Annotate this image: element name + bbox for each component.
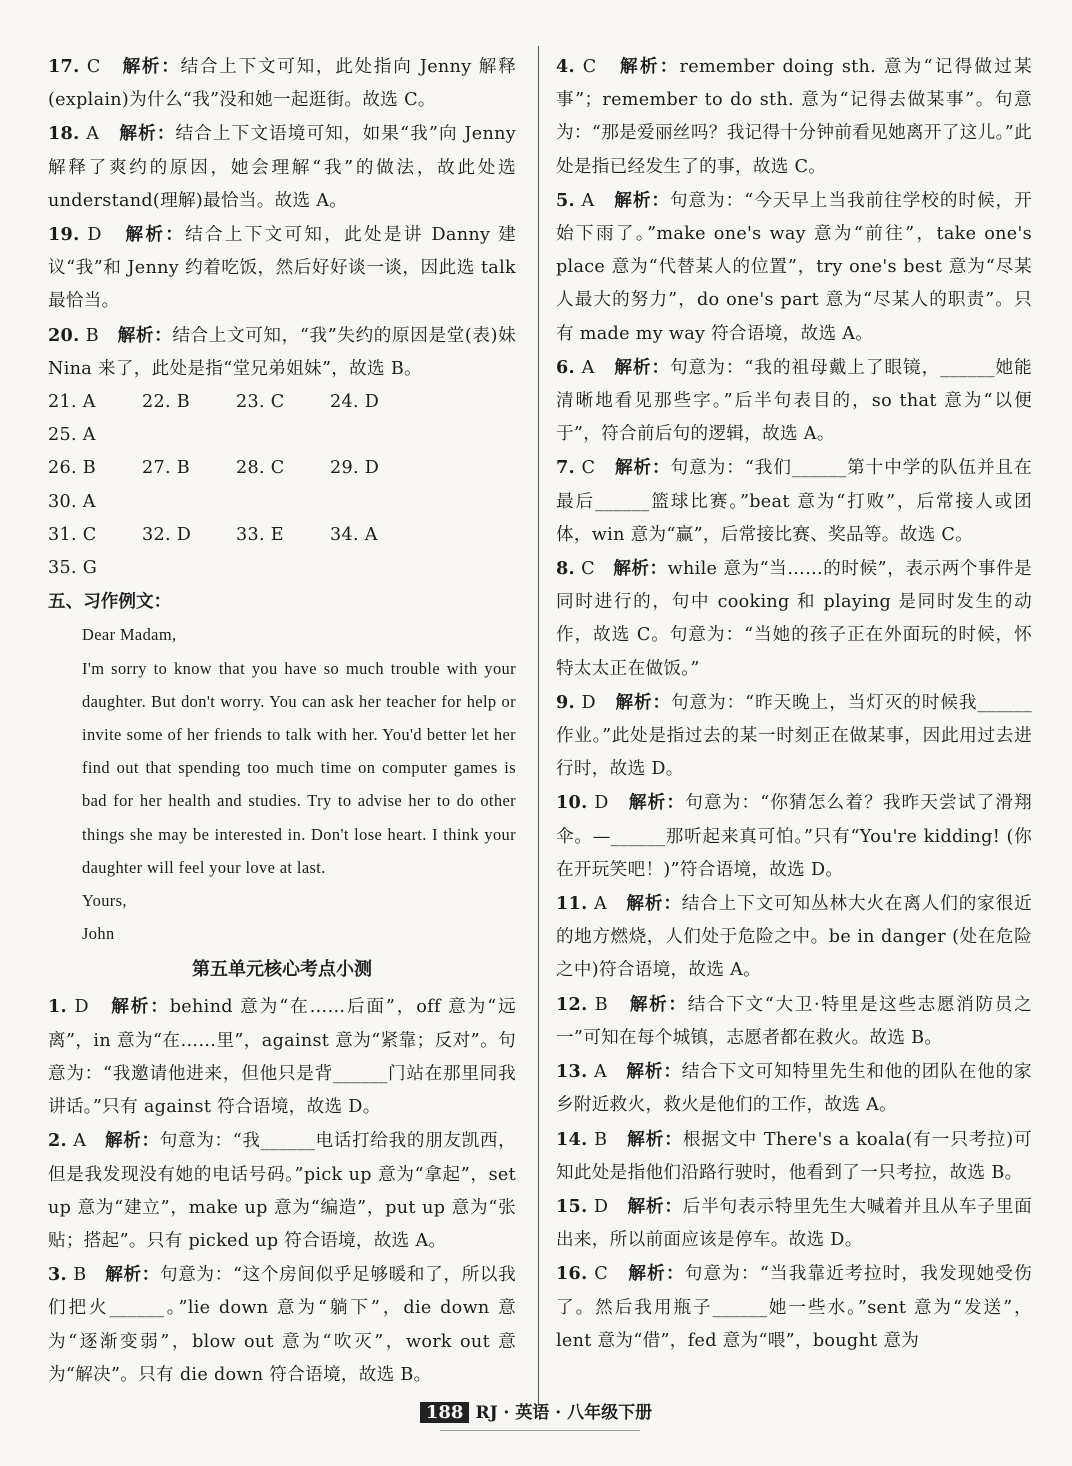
answer-entry (556, 552, 1032, 686)
answer-choice: C (581, 458, 596, 479)
analysis-text: 句意为：“昨天晚上，当灯灭的时候我______作业。”此处是指过去的某一时刻正在做某事，因此用过去进行时，故选 D。 (556, 692, 1032, 780)
left-bottom-answers (48, 990, 516, 1391)
right-column (556, 50, 1032, 1358)
answer-choice: A (86, 124, 100, 145)
short-answer: 27. B (142, 458, 191, 479)
section-title: 第五单元核心考点小测 (192, 959, 372, 981)
analysis-tag: 解析： (104, 1130, 160, 1152)
analysis-tag: 解析： (628, 1263, 685, 1285)
answer-number: 15. (556, 1195, 588, 1217)
answer-number: 5. (556, 189, 575, 211)
answer-number: 12. (556, 993, 588, 1015)
answer-entry (556, 50, 1032, 184)
answer-entry (556, 351, 1032, 452)
analysis-text: 句意为：“我的祖母戴上了眼镜，______她能清晰地看见那些字。”后半句表目的，so that 意为“以便于”，符合前后句的逻辑，故选 A。 (556, 357, 1032, 445)
short-answer: 33. E (236, 524, 284, 545)
answer-choice: D (74, 997, 89, 1018)
analysis-text: 结合上下文语境可知，如果“我”向 Jenny 解释了爽约的原因，她会理解“我”的做法，故此处选 understand(理解)最恰当。故选 A。 (48, 124, 516, 211)
page-number: 188 (420, 1402, 470, 1423)
answer-entry (556, 1257, 1032, 1358)
answer-entry (556, 1055, 1032, 1122)
analysis-tag: 解析： (105, 1264, 160, 1286)
analysis-tag: 解析： (620, 56, 680, 77)
answer-number: 1. (48, 996, 67, 1018)
page-footer (0, 1398, 1072, 1423)
left-column (48, 50, 516, 1392)
analysis-text: 后半句表示特里先生大喊着并且从车子里面出来，所以前面应该是停车。故选 D。 (556, 1196, 1032, 1251)
short-answer: 26. B (48, 458, 97, 479)
short-answer: 25. A (48, 425, 96, 446)
answer-number: 13. (556, 1061, 588, 1083)
answer-number: 18. (48, 123, 80, 145)
answer-choice: C (86, 57, 101, 77)
answer-choice: C (582, 57, 597, 77)
analysis-text: 句意为：“我们______第十中学的队伍并且在最后______篮球比赛。”beat 意为“打败”，后常接人或团体，win 意为“赢”，后常接比赛、奖品等。故选 C。 (556, 458, 1032, 545)
short-answer: 22. B (142, 392, 191, 413)
answer-choice: D (87, 225, 102, 246)
short-answer: 28. C (236, 458, 285, 479)
answer-entry (48, 218, 516, 319)
answer-choice: C (581, 559, 595, 580)
analysis-text: 句意为：“我______电话打给我的朋友凯西，但是我发现没有她的电话号码。”pick up 意为“拿起”，set up 意为“建立”，make up 意为“编造”，put up 意为“张贴；搭起”。只有 picked up 符合语境，故选 A。 (48, 1131, 516, 1251)
book-label: RJ · 英语 · 八年级下册 (475, 1403, 653, 1423)
analysis-tag: 解析： (627, 1195, 683, 1217)
analysis-tag: 解析： (615, 691, 672, 713)
essay-section (48, 585, 516, 950)
analysis-tag: 解析： (614, 457, 671, 479)
short-answer-row (48, 519, 516, 585)
footer-rule (440, 1430, 640, 1431)
answer-choice: B (85, 325, 99, 346)
answer-number: 8. (556, 558, 575, 580)
answer-number: 20. (48, 324, 80, 346)
essay-body: I'm sorry to know that you have so much trouble with your daughter. But don't worry. You can ask her teacher for help or invite some of her friends to talk with her. You'd better let her find out that spending too much time on computer games is bad for her health and studies. Try to advise her to do other things she may be interested in. Don't lose heart. I think your daughter will feel your love at last. (82, 658, 516, 877)
analysis-text: remember doing sth. 意为“记得做过某事”；remember to do sth. 意为“记得去做某事”。句意为：“那是爱丽丝吗？我记得十分钟前看见她离开了这儿。”此处是指已经发生了的事，故选 C。 (556, 57, 1032, 177)
answer-number: 10. (556, 792, 588, 814)
analysis-tag: 解析： (125, 224, 186, 246)
answer-number: 11. (556, 893, 588, 915)
short-answer: 30. A (48, 491, 96, 512)
short-answer: 23. C (236, 392, 285, 413)
answer-entry (556, 988, 1032, 1055)
short-answer: 29. D (330, 458, 380, 479)
answer-entry (48, 990, 516, 1124)
analysis-tag: 解析： (626, 893, 682, 915)
answer-choice: B (594, 994, 609, 1015)
analysis-tag: 解析： (111, 996, 170, 1018)
answer-choice: A (593, 1062, 607, 1083)
answer-entry (556, 184, 1032, 351)
short-answer-row (48, 386, 516, 452)
analysis-text: 根据文中 There's a koala(有一只考拉)可知此处是指他们沿路行驶时，他看到了一只考拉，故选 B。 (556, 1129, 1032, 1183)
answer-choice: A (593, 894, 607, 915)
analysis-tag: 解析： (629, 993, 688, 1015)
short-answer-row (48, 452, 516, 518)
analysis-tag: 解析： (122, 56, 181, 77)
analysis-text: 结合上下文可知，此处是讲 Danny 建议“我”和 Jenny 约着吃饭，然后好好谈一谈，因此选 talk 最恰当。 (48, 225, 516, 312)
essay-signature: John (82, 924, 115, 944)
analysis-tag: 解析： (614, 356, 671, 378)
answer-entry (48, 1258, 516, 1392)
answer-number: 19. (48, 224, 80, 246)
short-answer: 34. A (330, 524, 378, 545)
left-top-answers (48, 50, 516, 386)
answer-entry (556, 1190, 1032, 1257)
answer-number: 9. (556, 691, 575, 713)
answer-number: 7. (556, 457, 575, 479)
analysis-text: 结合上下文可知，此处指向 Jenny 解释(explain)为什么“我”没和她一起逛街。故选 C。 (48, 57, 516, 111)
analysis-tag: 解析： (627, 1128, 683, 1150)
column-divider (538, 46, 539, 1406)
answer-number: 2. (48, 1130, 67, 1152)
answer-number: 6. (556, 356, 575, 378)
right-answers (556, 50, 1032, 1358)
answer-number: 4. (556, 56, 575, 77)
answer-number: 14. (556, 1128, 588, 1150)
analysis-tag: 解析： (628, 792, 686, 814)
analysis-text: 结合下文可知特里先生和他的团队在他的家乡附近救火，救火是他们的工作，故选 A。 (556, 1062, 1032, 1116)
short-answer: 32. D (142, 524, 192, 545)
short-answer: 31. C (48, 524, 97, 545)
answer-choice: A (581, 190, 595, 211)
short-answer: 21. A (48, 392, 96, 413)
answer-entry (48, 319, 516, 386)
answer-entry (556, 786, 1032, 887)
answer-choice: D (581, 692, 596, 713)
analysis-text: 结合上文可知，“我”失约的原因是堂(表)妹 Nina 来了，此处是指“堂兄弟姐妹”，故选 B。 (48, 325, 516, 379)
analysis-tag: 解析： (117, 324, 173, 346)
answer-choice: D (594, 793, 609, 814)
answer-entry (48, 1124, 516, 1258)
answer-number: 17. (48, 56, 80, 77)
answer-choice: B (73, 1265, 87, 1286)
answer-number: 3. (48, 1264, 67, 1286)
answer-entry (48, 117, 516, 218)
answer-choice: C (594, 1264, 609, 1285)
answer-choice: D (593, 1196, 609, 1217)
answer-entry (48, 50, 516, 117)
answer-entry (556, 451, 1032, 552)
short-answer: 35. G (48, 558, 98, 579)
analysis-text: 结合上下文可知丛林大火在离人们的家很近的地方燃烧，人们处于危险之中。be in danger (处在危险之中)符合语境，故选 A。 (556, 894, 1032, 981)
analysis-tag: 解析： (613, 558, 668, 580)
analysis-text: 结合下文“大卫·特里是这些志愿消防员之一”可知在每个城镇，志愿者都在救火。故选 B。 (556, 994, 1032, 1048)
analysis-text: 句意为：“你猜怎么着？我昨天尝试了滑翔伞。—______那听起来真可怕。”只有“You're kidding! (你在开玩笑吧！)”符合语境，故选 D。 (556, 793, 1032, 880)
answer-entry (556, 887, 1032, 988)
answer-number: 16. (556, 1263, 588, 1285)
analysis-tag: 解析： (626, 1061, 682, 1083)
essay-closing: Yours, (82, 891, 127, 911)
analysis-text: 句意为：“今天早上当我前往学校的时候，开始下雨了。”make one's way 意为“前往”，take one's place 意为“代替某人的位置”，try one's best 意为“尽某人最大的努力”，do one's part 意为“尽某人的职责”。只有 made my way 符合语境，故选 A。 (556, 190, 1033, 344)
essay-heading: 五、习作例文： (48, 591, 172, 613)
analysis-tag: 解析： (614, 189, 670, 211)
analysis-text: behind 意为“在……后面”，off 意为“远离”，in 意为“在……里”，against 意为“紧靠；反对”。句意为：“我邀请他进来，但他只是背______门站在那里同我讲话。”只有 against 符合语境，故选 D。 (48, 997, 516, 1118)
answer-entry (556, 1123, 1032, 1190)
analysis-text: 句意为：“当我靠近考拉时，我发现她受伤了。然后我用瓶子______她一些水。”sent 意为“发送”，lent 意为“借”，fed 意为“喂”，bought 意为 (556, 1264, 1032, 1351)
short-answer: 24. D (330, 392, 380, 413)
answer-choice: B (594, 1129, 608, 1150)
short-answer-grid (48, 386, 516, 585)
answer-entry (556, 686, 1032, 787)
answer-choice: A (581, 357, 595, 378)
answer-choice: A (73, 1131, 87, 1152)
analysis-text: while 意为“当……的时候”，表示两个事件是同时进行的，句中 cooking 和 playing 是同时发生的动作，故选 C。句意为：“当她的孩子正在外面玩的时候，怀特太太正在做饭。” (556, 559, 1032, 679)
essay-salutation: Dear Madam, (82, 625, 177, 645)
analysis-text: 句意为：“这个房间似乎足够暖和了，所以我们把火______。”lie down 意为“躺下”，die down 意为“逐渐变弱”，blow out 意为“吹灭”，work out 意为“解决”。只有 die down 符合语境，故选 B。 (48, 1265, 516, 1385)
analysis-tag: 解析： (119, 123, 176, 145)
